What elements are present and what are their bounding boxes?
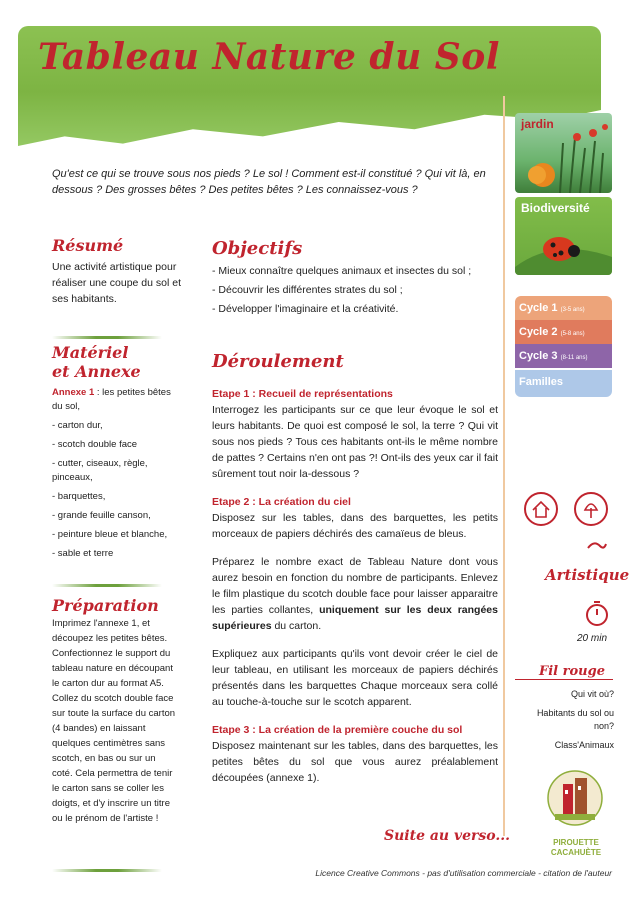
step1-title: Etape 1 : Recueil de représentations [212,388,393,400]
biodiversite-card [515,197,612,275]
step2-p2-end: du carton. [271,620,322,632]
tree-icon [576,494,606,524]
list-item: - grande feuille canson, [52,510,151,521]
steps-section [212,386,498,798]
step3-text: Disposez maintenant sur les tables, dans des barquettes, les petites bêtes du sol que vous aurez préalablement découpées (annexe 1). [212,740,498,784]
list-item [52,386,178,414]
cycle-age: (8-11 ans) [560,355,588,361]
materiel-heading [52,343,141,381]
materiel-list [52,386,178,566]
cycle-label: Cycle 1 [519,302,558,314]
cycle-1-tag [515,296,612,320]
grass-divider [52,869,162,872]
logo-text: PIROUETTE CACAHUÈTE [550,838,602,857]
cycle-age: (3-5 ans) [560,307,585,313]
jardin-card [515,113,612,193]
step2-p2-bold: uniquement sur les deux rangées supérieures [212,604,498,632]
materiel-heading-line1: Matériel [52,343,129,362]
cycle-label: Cycle 2 [519,326,558,338]
familles-tag [515,370,612,397]
preparation-text: Imprimez l'annexe 1, et découpez les petites bêtes. Confectionnez le support du tableau nature en découpant le carton dur au format A5. Collez du scotch double face sur toute la surface du carton (4 bandes) en laissant quelques centimètres sans scotch, en bas ou sur un coté. Cela permettra de tenir le carton sans se coller les doigts, et d'y inscrire un titre ou le prénom de l'artiste ! [52,618,176,824]
preparation-heading: Préparation [52,596,159,615]
list-item: - barquettes, [52,491,106,502]
house-icon [526,494,556,524]
suite-au-verso: Suite au verso... [384,828,510,844]
list-item: Habitants du sol ou non? [536,708,614,731]
list-item: - peinture bleue et blanche, [52,529,168,540]
duration: 20 min [577,633,608,644]
intro-text: Qu'est ce qui se trouve sous nos pieds ? Le sol ! Comment est-il constitué ? Qui vit là, en dessous ? Des grosses bêtes ? Des petites bêtes ? Les connaissez-vous ? [52,168,486,196]
fil-rouge-list [520,688,614,758]
grass-divider [52,336,162,339]
objectifs-heading: Objectifs [212,238,303,259]
step2-paragraph3: Expliquez aux participants qu'ils vont devoir créer le ciel de leur tableau, en utilisant les morceaux de papiers déchirés présentés dans les barquettes Chaque morceaux sera collé au touche-à-touche sur le scotch apparent. [212,648,498,708]
list-item: - Développer l'imaginaire et la créativité. [212,303,399,315]
outdoor-icon [574,492,608,526]
activity-type: Artistique [545,566,630,584]
ladybug-icon [515,197,612,275]
step1-text: Interrogez les participants sur ce que leur évoque le sol et leurs habitants. De quoi est composé le sol, la terre ? Qui vit sous nos pieds ? Tous ces habitants ont-ils le même nombre de pattes ? Certains n'en ont pas ?! Ont-ils des yeux car il fait sûrement tout noir la-dessous ? [212,404,498,480]
grass-divider [52,584,162,587]
cycle-2-tag [515,320,612,344]
jardin-label: jardin [521,117,554,131]
cycle-3-tag [515,344,612,368]
list-item: - Découvrir les différentes strates du sol ; [212,284,403,296]
step2-title: Etape 2 : La création du ciel [212,496,351,508]
page-title: Tableau Nature du Sol [38,36,500,78]
step3-title: Etape 3 : La création de la première couche du sol [212,724,463,736]
familles-label: Familles [519,376,564,388]
list-item: Qui vit où? [570,689,614,699]
fil-rouge-line [515,679,613,680]
deroulement-heading: Déroulement [212,351,344,372]
list-item: - Mieux connaître quelques animaux et insectes du sol ; [212,265,472,277]
biodiversite-label: Biodiversité [521,201,590,215]
garden-illustration-icon [515,113,612,193]
stopwatch-icon [583,598,611,628]
brush-icon [586,538,608,554]
cycle-label: Cycle 3 [519,350,558,362]
step2-p2-start: Préparez le nombre exact de Tableau Nature dont vous aurez besoin en fonction du nombre de participants. Enlevez le film plastique du scotch double face pour laisser apparaitre les parties collantes, [212,556,498,616]
indoor-icon [524,492,558,526]
column-divider [503,96,505,836]
list-item: - sable et terre [52,548,114,559]
materiel-heading-line2: et Annexe [52,362,141,381]
cycle-age: (5-8 ans) [560,331,585,337]
annexe-label: Annexe 1 [52,387,95,398]
list-item: - carton dur, [52,420,103,431]
list-item: - cutter, ciseaux, règle, pinceaux, [52,458,148,483]
list-item: Class'Animaux [554,740,614,750]
annexe-text: : les petites bêtes du sol, [52,387,171,412]
licence-text: Licence Creative Commons - pas d'utilisation commerciale - citation de l'auteur [315,868,612,878]
fil-rouge-heading: Fil rouge [539,664,605,679]
logo-icon [545,768,605,836]
resume-text: Une activité artistique pour réaliser une coupe du sol et ses habitants. [52,261,181,305]
list-item: - scotch double face [52,439,138,450]
objectifs-list [212,263,497,320]
step2-text: Disposez sur les tables, dans des barquettes, les petits morceaux de papiers déchirés des camaïeus de bleus. [212,512,498,540]
step2-paragraph2 [212,554,498,634]
resume-heading: Résumé [52,236,124,255]
